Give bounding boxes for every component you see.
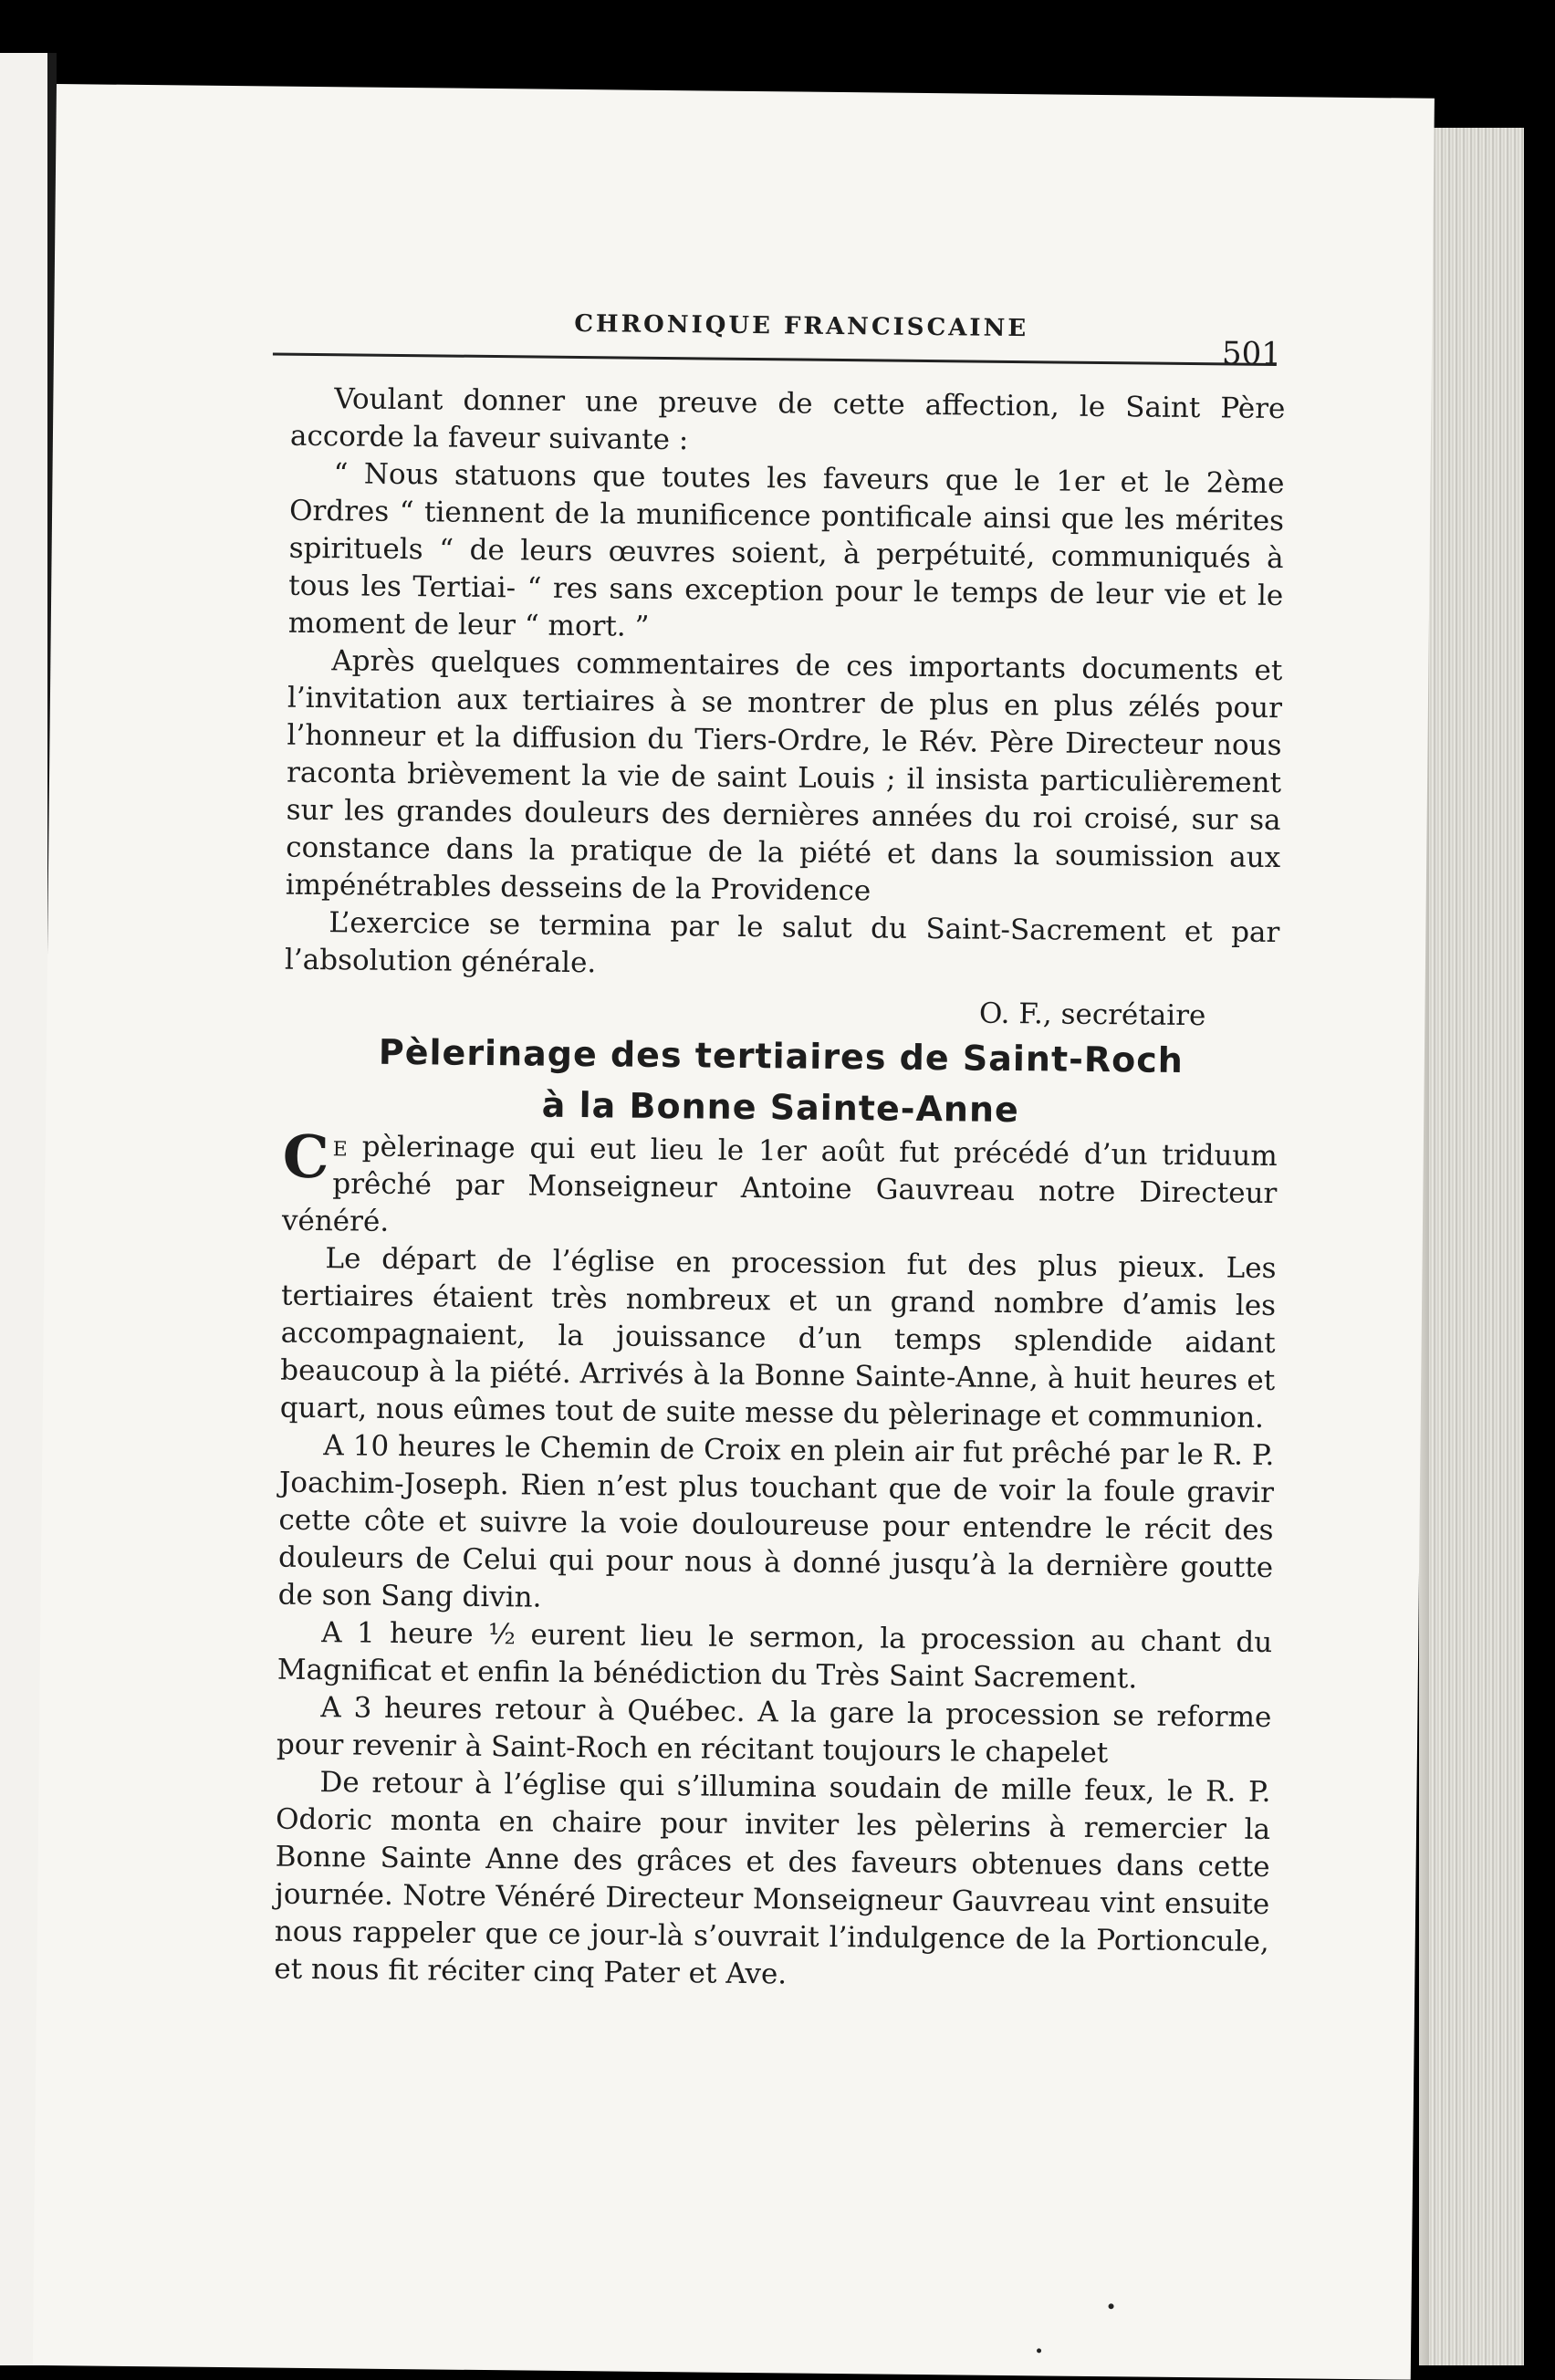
ink-speck	[1037, 2348, 1041, 2353]
paragraph: De retour à l’église qui s’illumina soudain de mille feux, le R. P. Odoric monta en chaire pour inviter les pèlerins à remercier la Bonne Sainte Anne des grâces et des faveurs obtenues dans cette journée. Notre Vénéré Directeur Monseigneur Gauvreau vint ensuite nous rappeler que ce jour-là s’ouvrait l’indulgence de la Portioncule, et nous fit réciter cinq Pater et Ave.	[274, 1766, 1271, 1991]
signature: O. F., secrétaire	[978, 997, 1206, 1033]
drop-cap: C	[282, 1122, 330, 1193]
page-content	[192, 223, 1286, 1991]
quote-paragraph: “ Nous statuons que toutes les faveurs que le 1er et le 2ème Ordres “ tiennent de la munificence pontificale ainsi que les mérites spirituels “ de leurs œuvres soient, à perpétuité, communiqués à tous les Tertiai- “ res sans exception pour le temps de leur vie et le moment de leur “ mort. ”	[287, 457, 1285, 643]
drop-cap-rest: e	[332, 1130, 349, 1164]
running-head	[192, 223, 1282, 373]
paragraph: A 10 heures le Chemin de Croix en plein air fut prêché par le R. P. Joachim-Joseph. Rien n’est plus touchant que de voir la foule gravir cette côte et suivre la voie douloureuse pour entendre le récit des douleurs de Celui qui pour nous à donné jusqu’à la dernière goutte de son Sang divin.	[277, 1429, 1275, 1614]
book-page	[33, 84, 1435, 2380]
article-title-line2: à la Bonne Sainte-Anne	[541, 1084, 1020, 1131]
paragraph: Après quelques commentaires de ces importants documents et l’invitation aux tertiaires à se montrer de plus en plus zélés pour l’honneur et la diffusion du Tiers-Ordre, le Rév. Père Directeur nous raconta brièvement la vie de saint Louis ; il insista particulièrement sur les grandes douleurs des dernières années du roi croisé, sur sa constance dans la pratique de la piété et dans la soumission aux impénétrables desseins de la Providence	[285, 644, 1283, 908]
page-number: 501	[1221, 335, 1282, 373]
article-title-line1: Pèlerinage des tertiaires de Saint-Roch	[378, 1031, 1185, 1080]
paragraph: Voulant donner une preuve de cette affection, le Saint Père accorde la faveur suivante :	[289, 382, 1286, 457]
running-title: CHRONIQUE FRANCISCAINE	[574, 309, 1029, 343]
first-paragraph	[281, 1122, 1278, 1250]
book-block-edge	[1429, 128, 1524, 2365]
first-paragraph-text: pèlerinage qui eut lieu le 1er août fut précédé d’un triduum prêché par Monseigneur Antoine Gauvreau notre Directeur vénéré.	[281, 1130, 1278, 1238]
ink-speck	[1109, 2303, 1114, 2309]
paragraph: A 1 heure ½ eurent lieu le sermon, la procession au chant du Magnificat et enfin la bénédiction du Très Saint Sacrement.	[277, 1616, 1273, 1696]
body-text	[274, 381, 1285, 1999]
paragraph: L’exercice se termina par le salut du Saint-Sacrement et par l’absolution générale.	[284, 906, 1280, 980]
header-rule	[273, 352, 1277, 366]
paragraph: A 3 heures retour à Québec. A la gare la procession se reforme pour revenir à Saint-Roch en récitant toujours le chapelet	[276, 1691, 1272, 1770]
paragraph: Le départ de l’église en procession fut des plus pieux. Les tertiaires étaient très nombreux et un grand nombre d’amis les accompagnaient, la jouissance d’un temps splendide aidant beaucoup à la piété. Arrivés à la Bonne Sainte-Anne, à huit heures et quart, nous eûmes tout de suite messe du pèlerinage et communion.	[279, 1242, 1277, 1435]
